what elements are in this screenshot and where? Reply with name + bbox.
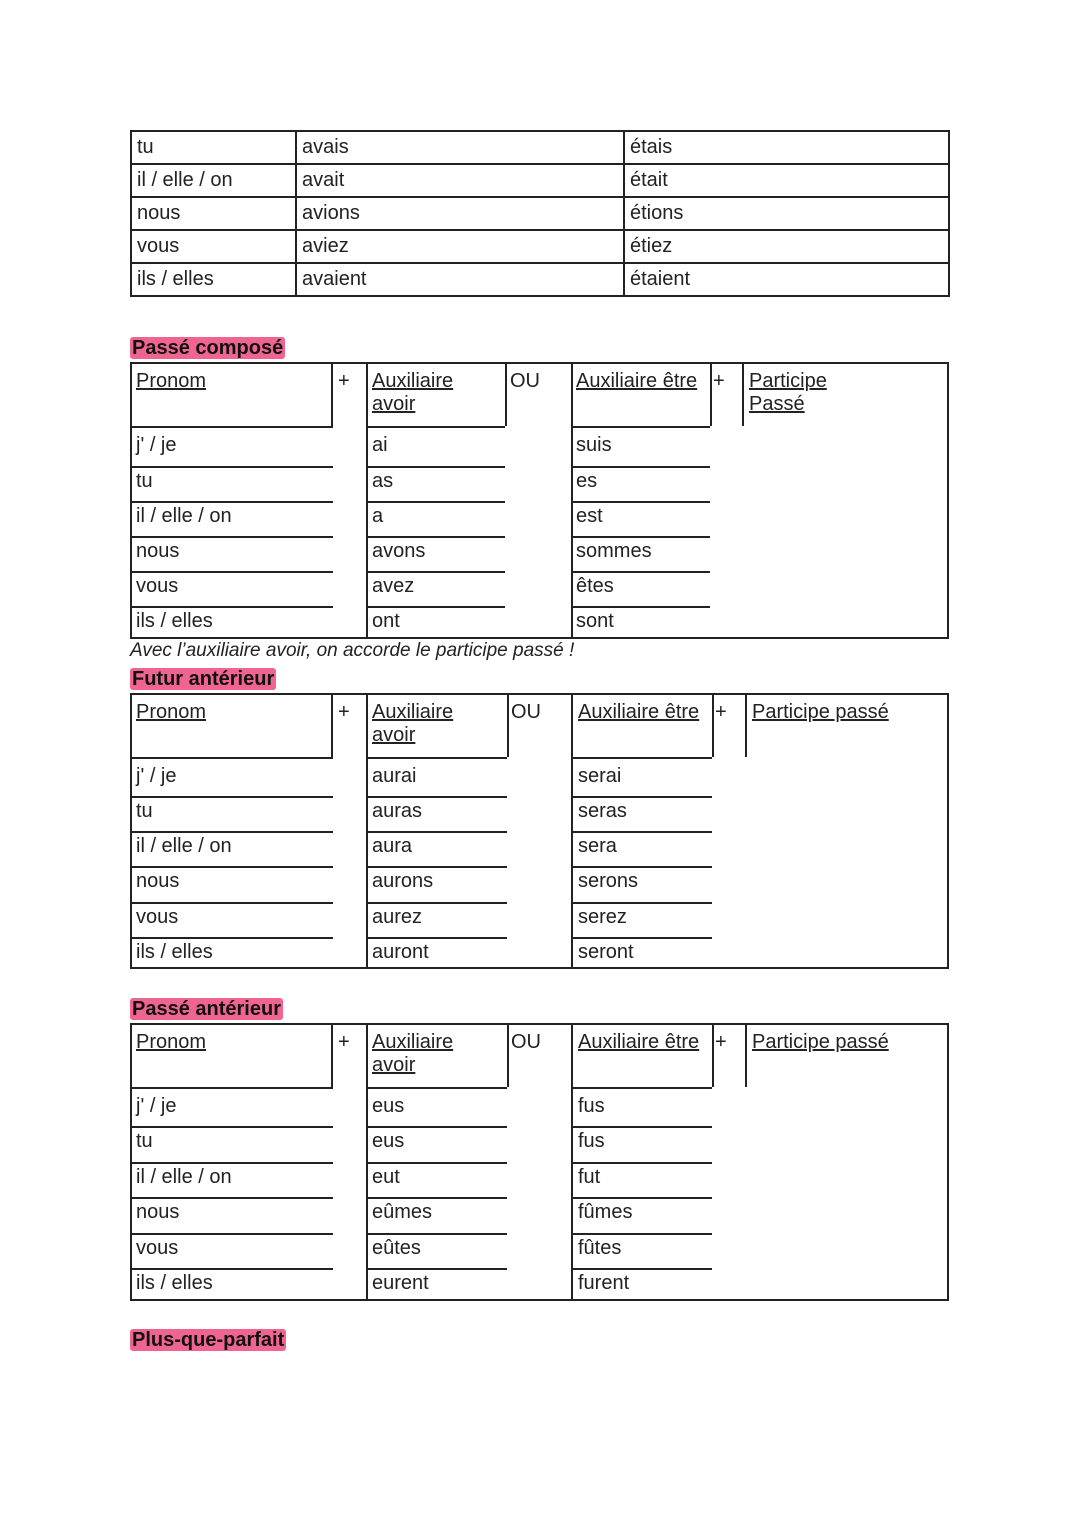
- row-rule: [573, 1233, 712, 1235]
- etre-form-cell: fut: [578, 1166, 601, 1188]
- row-rule: [573, 831, 712, 833]
- row-rule: [573, 426, 710, 428]
- column-divider: [745, 1025, 747, 1087]
- row-rule: [368, 902, 507, 904]
- row-rule: [132, 466, 333, 468]
- passe-compose-table: [130, 362, 949, 639]
- avoir-form-cell: aurons: [372, 870, 434, 892]
- avoir-form-cell: auront: [372, 941, 429, 963]
- pronoun-cell: ils / elles: [136, 1272, 213, 1294]
- etre-form-cell: fus: [578, 1130, 605, 1152]
- etre-form-cell: est: [576, 505, 603, 527]
- header-plus: +: [715, 701, 727, 723]
- row-rule: [132, 902, 333, 904]
- etre-form-cell: seras: [578, 800, 627, 822]
- header-plus: +: [338, 370, 350, 392]
- etre-form-cell: furent: [578, 1272, 630, 1294]
- row-rule: [368, 1268, 507, 1270]
- avoir-form-cell: auras: [372, 800, 423, 822]
- row-rule: [573, 466, 710, 468]
- row-rule: [573, 866, 712, 868]
- avoir-cell: avaient: [296, 263, 624, 296]
- etre-form-cell: serons: [578, 870, 639, 892]
- pronoun-cell: tu: [136, 470, 153, 492]
- section-title-passe-anterieur: Passé antérieur: [132, 998, 281, 1020]
- pronoun-cell: j' / je: [136, 1095, 177, 1117]
- pronoun-cell: nous: [136, 1201, 180, 1223]
- header-plus: +: [338, 1031, 350, 1053]
- pronoun-cell: tu: [136, 800, 153, 822]
- header-auxiliaire-avoir: Auxiliaire avoir: [372, 1031, 454, 1076]
- header-auxiliaire-avoir: Auxiliaire avoir: [372, 370, 454, 415]
- header-ou: OU: [511, 701, 541, 723]
- pronoun-cell: tu: [136, 1130, 153, 1152]
- avoir-form-cell: aurai: [372, 765, 417, 787]
- avoir-form-cell: aurez: [372, 906, 423, 928]
- header-plus: +: [715, 1031, 727, 1053]
- row-rule: [368, 536, 505, 538]
- row-rule: [573, 1162, 712, 1164]
- avoir-form-cell: eûtes: [372, 1237, 421, 1259]
- passe-anterieur-table: [130, 1023, 949, 1301]
- row-rule: [132, 937, 333, 939]
- pronoun-cell: il / elle / on: [136, 1166, 232, 1188]
- row-rule: [368, 937, 507, 939]
- avoir-form-cell: aura: [372, 835, 413, 857]
- avoir-cell: aviez: [296, 230, 624, 263]
- pronoun-cell: vous: [136, 1237, 179, 1259]
- row-rule: [132, 1268, 333, 1270]
- pronoun-cell: ils / elles: [136, 941, 213, 963]
- etre-form-cell: fûmes: [578, 1201, 633, 1223]
- row-rule: [368, 1197, 507, 1199]
- row-rule: [368, 757, 507, 759]
- avoir-cell: avais: [296, 131, 624, 164]
- header-participe-passe: Participe passé: [752, 701, 889, 723]
- column-divider: [742, 364, 744, 426]
- etre-cell: étais: [624, 131, 949, 164]
- etre-cell: étiez: [624, 230, 949, 263]
- row-rule: [132, 1197, 333, 1199]
- row-rule: [368, 796, 507, 798]
- row-rule: [132, 606, 333, 608]
- column-divider: [712, 1025, 714, 1087]
- header-auxiliaire-etre: Auxiliaire être: [578, 1031, 700, 1053]
- column-divider: [712, 695, 714, 757]
- pronoun-cell: vous: [136, 575, 179, 597]
- pronoun-cell: nous: [136, 870, 180, 892]
- agreement-note: Avec l’auxiliaire avoir, on accorde le participe passé !: [130, 640, 575, 661]
- row-rule: [368, 466, 505, 468]
- row-rule: [573, 606, 710, 608]
- imparfait-row: [131, 197, 949, 230]
- header-participe-passe: Participe passé: [752, 1031, 889, 1053]
- pronoun-cell: il / elle / on: [136, 505, 232, 527]
- row-rule: [132, 571, 333, 573]
- imparfait-row: [131, 263, 949, 296]
- row-rule: [132, 1126, 333, 1128]
- section-title-plus-que-parfait: Plus-que-parfait: [132, 1329, 285, 1351]
- column-divider: [710, 364, 712, 426]
- imparfait-row: [131, 164, 949, 197]
- row-rule: [368, 1087, 507, 1089]
- avoir-form-cell: eus: [372, 1095, 405, 1117]
- header-auxiliaire-avoir: Auxiliaire avoir: [372, 701, 454, 746]
- etre-form-cell: êtes: [576, 575, 614, 597]
- header-participe-passe: Participe Passé: [749, 370, 827, 415]
- row-rule: [573, 501, 710, 503]
- avoir-form-cell: eut: [372, 1166, 400, 1188]
- row-rule: [573, 1087, 712, 1089]
- column-divider: [505, 364, 507, 426]
- row-rule: [132, 831, 333, 833]
- header-plus: +: [713, 370, 725, 392]
- row-rule: [132, 866, 333, 868]
- avoir-form-cell: as: [372, 470, 394, 492]
- header-plus: +: [338, 701, 350, 723]
- row-rule: [132, 426, 333, 428]
- pronoun-cell: j' / je: [136, 765, 177, 787]
- pronoun-cell: vous: [131, 230, 296, 263]
- section-title-futur-anterieur: Futur antérieur: [132, 668, 275, 690]
- imparfait-row: [131, 230, 949, 263]
- etre-cell: était: [624, 164, 949, 197]
- etre-form-cell: suis: [576, 434, 612, 456]
- row-rule: [368, 426, 505, 428]
- pronoun-cell: nous: [131, 197, 296, 230]
- row-rule: [368, 1126, 507, 1128]
- pronoun-cell: vous: [136, 906, 179, 928]
- pronoun-cell: nous: [136, 540, 180, 562]
- row-rule: [132, 536, 333, 538]
- etre-form-cell: serai: [578, 765, 622, 787]
- row-rule: [573, 1197, 712, 1199]
- etre-form-cell: seront: [578, 941, 634, 963]
- row-rule: [368, 501, 505, 503]
- row-rule: [368, 866, 507, 868]
- avoir-cell: avait: [296, 164, 624, 197]
- header-auxiliaire-etre: Auxiliaire être: [576, 370, 698, 392]
- imparfait-row: [131, 131, 949, 164]
- row-rule: [132, 757, 333, 759]
- futur-anterieur-table: [130, 693, 949, 969]
- etre-form-cell: fûtes: [578, 1237, 622, 1259]
- header-ou: OU: [511, 1031, 541, 1053]
- header-pronom: Pronom: [136, 701, 207, 723]
- pronoun-cell: il / elle / on: [136, 835, 232, 857]
- header-auxiliaire-etre: Auxiliaire être: [578, 701, 700, 723]
- pronoun-cell: ils / elles: [136, 610, 213, 632]
- pronoun-cell: j' / je: [136, 434, 177, 456]
- etre-form-cell: serez: [578, 906, 627, 928]
- avoir-form-cell: eurent: [372, 1272, 429, 1294]
- header-pronom: Pronom: [136, 1031, 207, 1053]
- avoir-form-cell: eus: [372, 1130, 405, 1152]
- etre-cell: étaient: [624, 263, 949, 296]
- column-divider: [331, 364, 333, 426]
- avoir-form-cell: avons: [372, 540, 426, 562]
- row-rule: [573, 937, 712, 939]
- avoir-form-cell: a: [372, 505, 384, 527]
- avoir-form-cell: avez: [372, 575, 415, 597]
- row-rule: [132, 1233, 333, 1235]
- column-divider: [331, 695, 333, 757]
- etre-form-cell: sont: [576, 610, 614, 632]
- pronoun-cell: ils / elles: [131, 263, 296, 296]
- row-rule: [573, 1268, 712, 1270]
- pronoun-cell: il / elle / on: [131, 164, 296, 197]
- column-divider: [745, 695, 747, 757]
- column-divider: [507, 695, 509, 757]
- avoir-cell: avions: [296, 197, 624, 230]
- row-rule: [132, 1162, 333, 1164]
- etre-form-cell: sera: [578, 835, 617, 857]
- avoir-form-cell: eûmes: [372, 1201, 433, 1223]
- row-rule: [368, 1162, 507, 1164]
- row-rule: [573, 796, 712, 798]
- header-pronom: Pronom: [136, 370, 207, 392]
- section-title-passe-compose: Passé composé: [132, 337, 284, 359]
- row-rule: [368, 571, 505, 573]
- etre-cell: étions: [624, 197, 949, 230]
- row-rule: [368, 831, 507, 833]
- pronoun-cell: tu: [131, 131, 296, 164]
- column-divider: [507, 1025, 509, 1087]
- row-rule: [573, 571, 710, 573]
- etre-form-cell: es: [576, 470, 598, 492]
- avoir-form-cell: ont: [372, 610, 400, 632]
- row-rule: [573, 757, 712, 759]
- column-divider: [331, 1025, 333, 1087]
- avoir-form-cell: ai: [372, 434, 388, 456]
- row-rule: [132, 796, 333, 798]
- imparfait-table: [130, 130, 950, 297]
- row-rule: [132, 1087, 333, 1089]
- row-rule: [573, 536, 710, 538]
- row-rule: [368, 1233, 507, 1235]
- row-rule: [573, 902, 712, 904]
- row-rule: [573, 1126, 712, 1128]
- header-ou: OU: [510, 370, 540, 392]
- row-rule: [368, 606, 505, 608]
- etre-form-cell: sommes: [576, 540, 652, 562]
- etre-form-cell: fus: [578, 1095, 605, 1117]
- row-rule: [132, 501, 333, 503]
